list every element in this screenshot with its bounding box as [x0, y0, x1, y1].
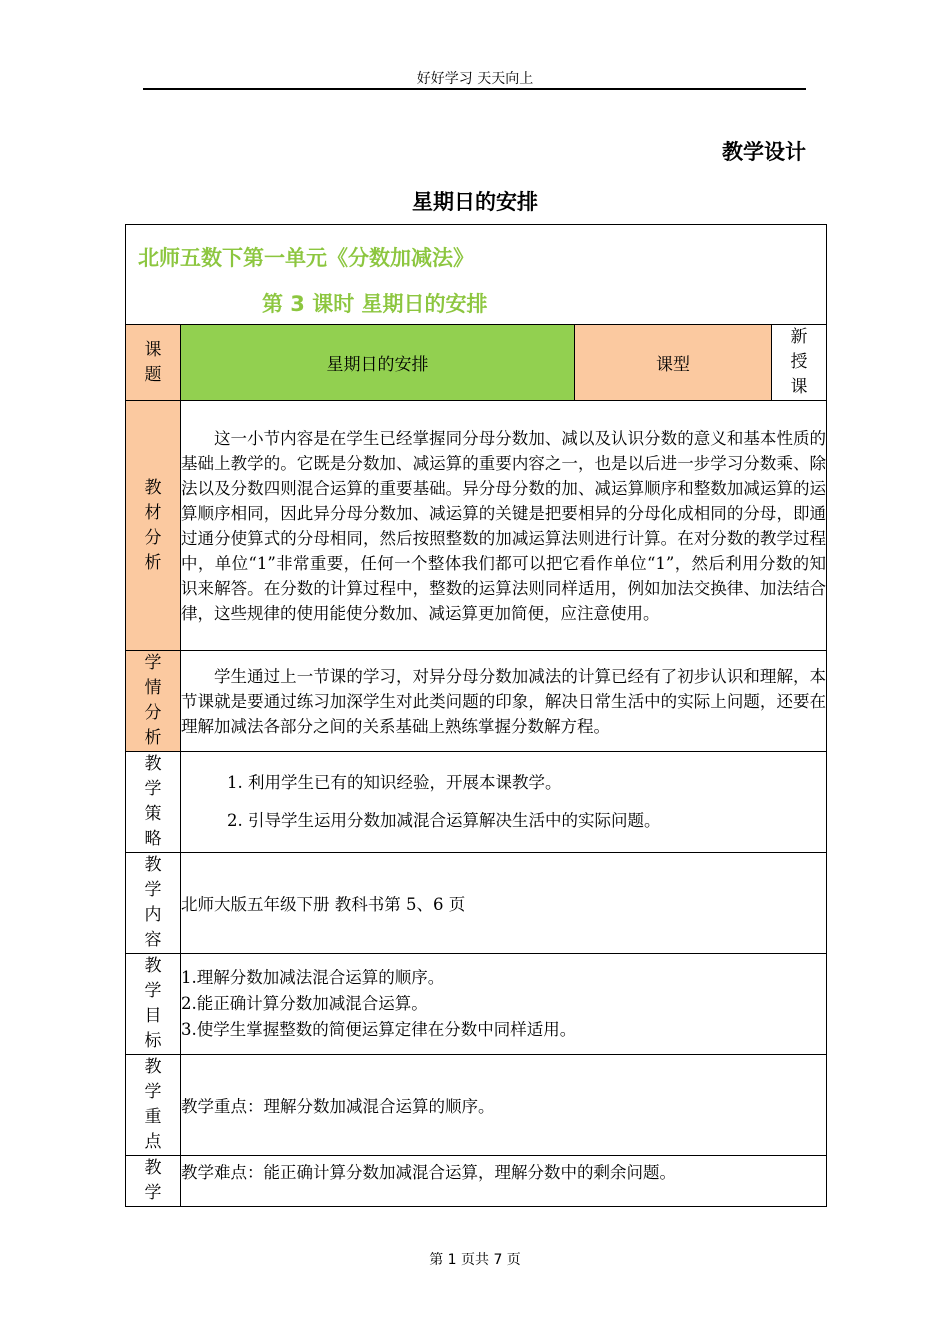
topic-label: 课 题	[126, 325, 181, 401]
material-analysis-label: 教 材 分 析	[126, 401, 181, 651]
strategy-row	[126, 752, 827, 853]
lesson-title: 第 3 课时 星期日的安排	[262, 291, 488, 316]
page-header: 好好学习 天天向上	[416, 71, 534, 87]
material-analysis-text-cell	[181, 401, 827, 651]
material-analysis-row	[126, 401, 827, 651]
goal-item: 2.能正确计算分数加减混合运算。	[181, 994, 428, 1013]
unit-cell	[126, 225, 827, 325]
material-analysis-text: 这一小节内容是在学生已经掌握同分母分数加、减以及认识分数的意义和基本性质的基础上教学的。它既是分数加、减运算的重要内容之一，也是以后进一步学习分数乘、除法以及分数四则混合运算的重要基础。异分母分数的加、减运算顺序和整数加减运算的运算顺序相同，因此异分母分数加、减运算的关键是把要相异的分母化成相同的分母，即通过通分使算式的分母相同，然后按照整数的加减运算法则进行计算。在对分数的教学过程中，单位“1”非常重要，任何一个整体我们都可以把它看作单位“1”，然后利用分数的知识来解答。在分数的计算过程中，整数的运算法则同样适用，例如加法交换律、加法结合律，这些规律的使用能使分数加、减运算更加简便，应注意使用。	[181, 428, 827, 623]
strategy-label: 教 学 策 略	[126, 752, 181, 853]
header-divider	[143, 88, 806, 90]
student-analysis-label: 学 情 分 析	[126, 651, 181, 752]
goal-item: 1.理解分数加减法混合运算的顺序。	[181, 968, 445, 987]
strategy-item: 2. 引导学生运用分数加减混合运算解决生活中的实际问题。	[227, 811, 661, 830]
difficulties-row	[126, 1156, 827, 1207]
document-title: 星期日的安排	[412, 190, 538, 214]
goals-label: 教 学 目 标	[126, 954, 181, 1055]
lesson-type-value: 新 授 课	[772, 325, 827, 401]
student-analysis-row	[126, 651, 827, 752]
key-points-label: 教 学 重 点	[126, 1055, 181, 1156]
topic-value: 星期日的安排	[181, 325, 575, 401]
lesson-plan-table	[125, 224, 827, 1207]
content-label: 教 学 内 容	[126, 853, 181, 954]
document-type: 教学设计	[722, 140, 806, 164]
goals-row	[126, 954, 827, 1055]
content-row	[126, 853, 827, 954]
content-text: 北师大版五年级下册 教科书第 5、6 页	[181, 853, 827, 954]
strategy-list-cell	[181, 752, 827, 853]
key-points-row	[126, 1055, 827, 1156]
student-analysis-text: 学生通过上一节课的学习，对异分母分数加减法的计算已经有了初步认识和理解，本节课就是要通过练习加深学生对此类问题的印象，解决日常生活中的实际上问题，还要在理解加减法各部分之间的关系基础上熟练掌握分数解方程。	[181, 666, 827, 736]
page-footer: 第 1 页共 7 页	[429, 1252, 521, 1268]
key-points-text: 教学重点：理解分数加减混合运算的顺序。	[181, 1055, 827, 1156]
goals-list-cell	[181, 954, 827, 1055]
unit-title: 北师五数下第一单元《分数加减法》	[138, 245, 474, 270]
difficulties-label: 教 学	[126, 1156, 181, 1207]
unit-row	[126, 225, 827, 325]
strategy-item: 1. 利用学生已有的知识经验，开展本课教学。	[227, 773, 562, 792]
difficulties-text: 教学难点：能正确计算分数加减混合运算，理解分数中的剩余问题。	[181, 1156, 827, 1207]
student-analysis-text-cell	[181, 651, 827, 752]
goal-item: 3.使学生掌握整数的简便运算定律在分数中同样适用。	[181, 1020, 577, 1039]
lesson-type-label: 课型	[575, 325, 772, 401]
topic-row	[126, 325, 827, 401]
